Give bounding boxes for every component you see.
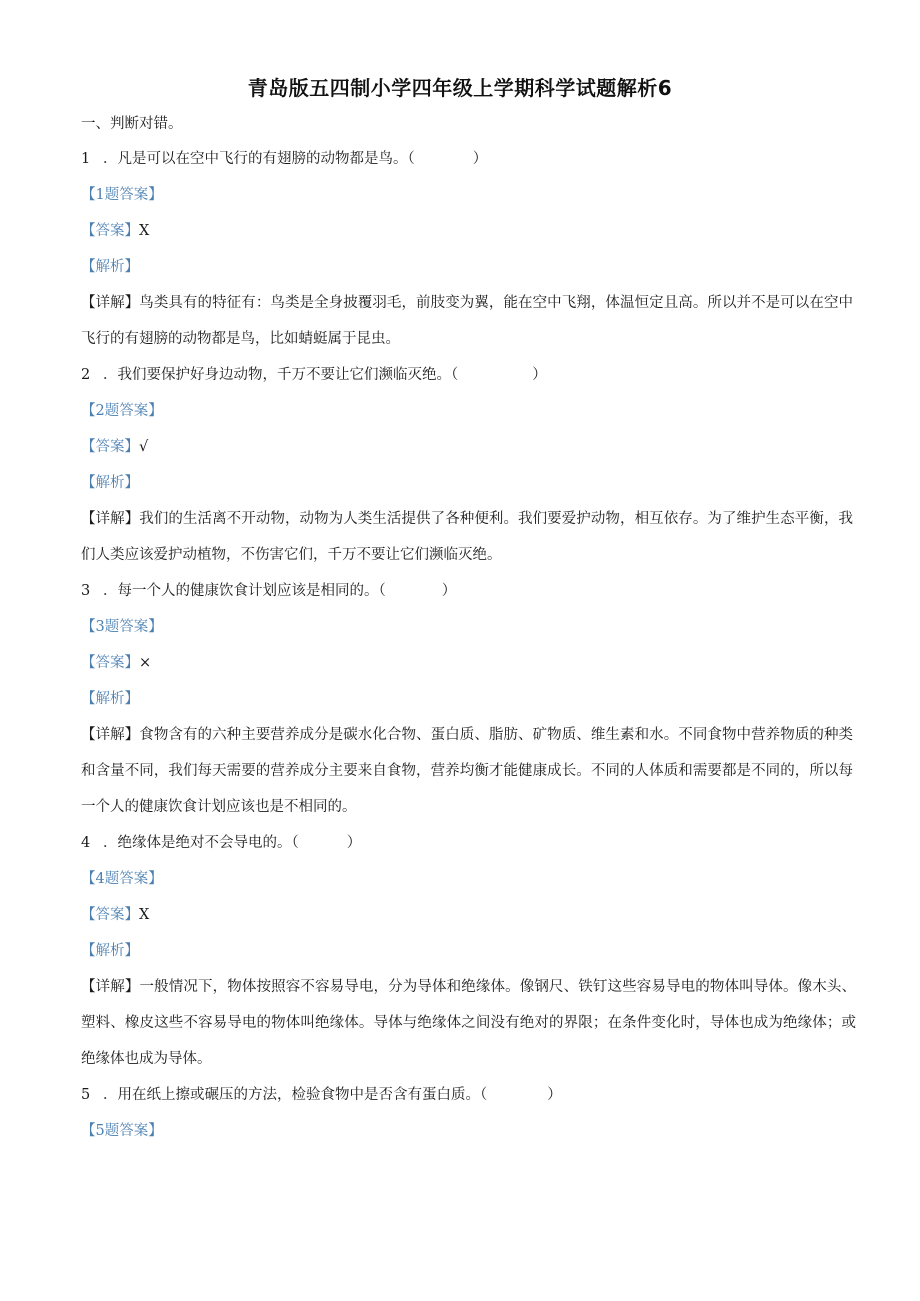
question-text: ．每一个人的健康饮食计划应该是相同的。 <box>103 583 379 599</box>
paren-close: ） <box>472 151 488 167</box>
answer-1 <box>81 221 149 241</box>
answer-label: 【答案】 <box>81 439 139 455</box>
question-text: ．凡是可以在空中飞行的有翅膀的动物都是鸟。 <box>103 151 408 167</box>
question-number: 4 <box>81 835 91 851</box>
answer-header-5: 【5题答案】 <box>81 1123 163 1139</box>
paren-open: （ <box>407 151 415 167</box>
answer-header-2: 【2题答案】 <box>81 403 163 419</box>
detail-2 <box>81 501 853 573</box>
detail-text: 食物含有的六种主要营养成分是碳水化合物、蛋白质、脂肪、矿物质、维生素和水。不同食物中营养物质的种类和含量不同，我们每天需要的营养成分主要来自食物，营养均衡才能健康成长。不同的人体质和需要都是不同的，所以每一个人的健康饮食计划应该也是不相同的。 <box>81 727 854 815</box>
answer-value: X <box>139 223 150 239</box>
question-number: 5 <box>81 1087 91 1103</box>
question-3 <box>81 581 456 601</box>
page-title: 青岛版五四制小学四年级上学期科学试题解析6 <box>247 76 673 100</box>
answer-value: √ <box>139 439 149 455</box>
detail-label: 【详解】 <box>81 727 140 743</box>
detail-label: 【详解】 <box>81 295 140 311</box>
answer-header-1: 【1题答案】 <box>81 187 163 203</box>
paren-open: （ <box>291 835 299 851</box>
detail-label: 【详解】 <box>81 511 140 527</box>
analysis-label-3: 【解析】 <box>81 691 139 707</box>
answer-2 <box>81 437 148 457</box>
paren-close: ） <box>441 583 457 599</box>
analysis-label-1: 【解析】 <box>81 259 139 275</box>
paren-close: ） <box>346 835 362 851</box>
paren-open: （ <box>451 367 459 383</box>
question-number: 1 <box>81 151 91 167</box>
answer-header-4: 【4题答案】 <box>81 871 163 887</box>
paren-close: ） <box>532 367 547 383</box>
analysis-label-2: 【解析】 <box>81 475 139 491</box>
question-text: ．用在纸上擦或碾压的方法，检验食物中是否含有蛋白质。 <box>103 1087 480 1103</box>
section-heading: 一、判断对错。 <box>81 116 183 132</box>
analysis-label-4: 【解析】 <box>81 943 139 959</box>
question-text: ．绝缘体是绝对不会导电的。 <box>103 835 292 851</box>
answer-4 <box>81 905 149 925</box>
answer-label: 【答案】 <box>81 655 139 671</box>
paren-open: （ <box>480 1087 488 1103</box>
detail-text: 我们的生活离不开动物，动物为人类生活提供了各种便利。我们要爱护动物，相互依存。为了维护生态平衡，我们人类应该爱护动植物，不伤害它们，千万不要让它们濒临灭绝。 <box>81 511 854 563</box>
detail-text: 鸟类具有的特征有：鸟类是全身披覆羽毛，前肢变为翼，能在空中飞翔，体温恒定且高。所以并不是可以在空中飞行的有翅膀的动物都是鸟，比如蜻蜓属于昆虫。 <box>81 295 854 347</box>
detail-4 <box>81 969 856 1077</box>
answer-label: 【答案】 <box>81 907 139 923</box>
question-text: ．我们要保护好身边动物，千万不要让它们濒临灭绝。 <box>103 367 451 383</box>
question-2 <box>81 365 547 385</box>
answer-label: 【答案】 <box>81 223 139 239</box>
detail-1 <box>81 285 853 357</box>
question-number: 3 <box>81 583 91 599</box>
answer-value: X <box>139 907 150 923</box>
question-5 <box>81 1085 562 1105</box>
paren-close: ） <box>547 1087 562 1103</box>
detail-3 <box>81 717 853 825</box>
question-4 <box>81 833 361 853</box>
paren-open: （ <box>378 583 386 599</box>
answer-value: × <box>139 655 152 671</box>
answer-header-3: 【3题答案】 <box>81 619 163 635</box>
question-1 <box>81 149 487 169</box>
question-number: 2 <box>81 367 91 383</box>
detail-text: 一般情况下，物体按照容不容易导电，分为导体和绝缘体。像钢尺、铁钉这些容易导电的物体叫导体。像木头、塑料、橡皮这些不容易导电的物体叫绝缘体。导体与绝缘体之间没有绝对的界限；在条件变化时，导体也成为绝缘体；或绝缘体也成为导体。 <box>81 979 856 1067</box>
answer-3 <box>81 653 151 673</box>
detail-label: 【详解】 <box>81 979 140 995</box>
